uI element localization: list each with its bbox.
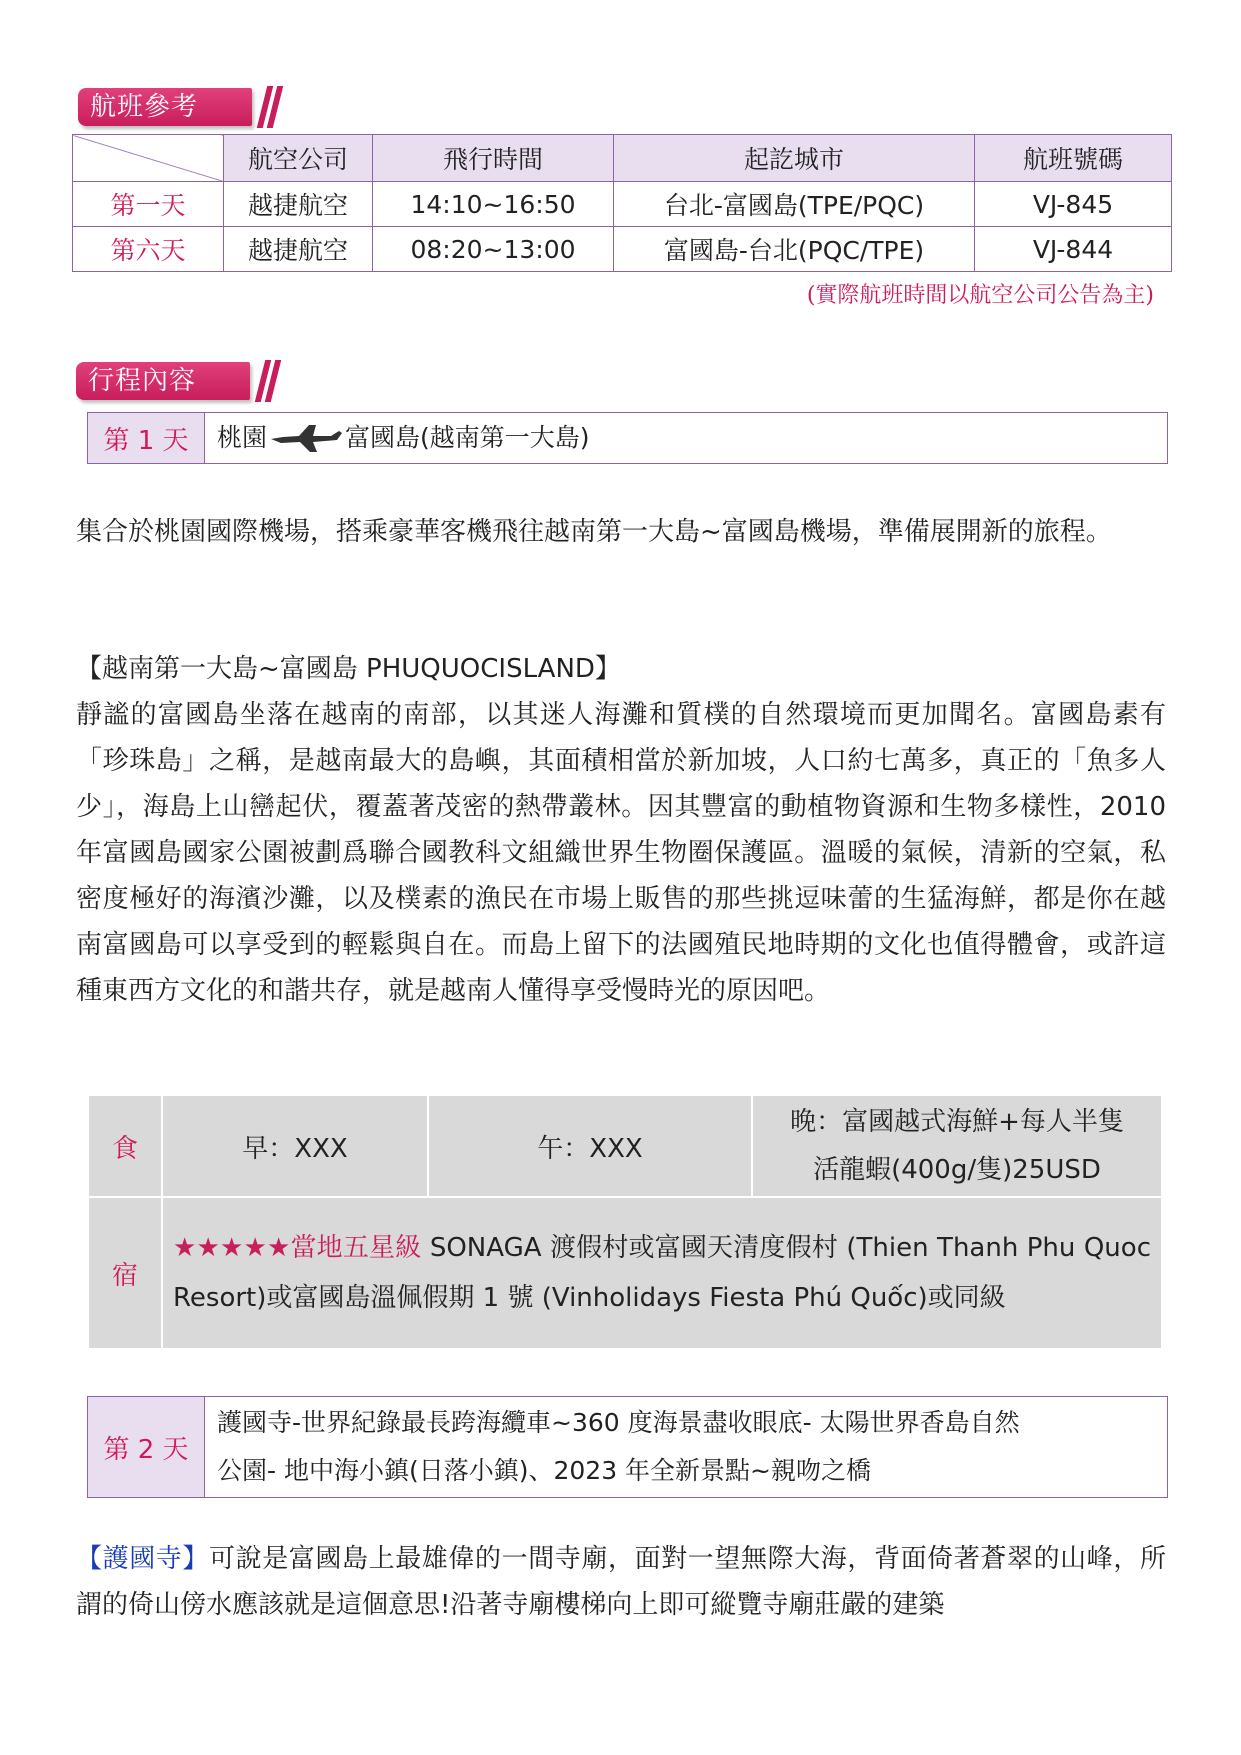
day1-to: 富國島(越南第一大島)	[345, 423, 590, 452]
hotel-label: 宿	[88, 1197, 162, 1349]
row-flight-no: VJ-844	[975, 227, 1172, 272]
row-time: 08:20~13:00	[373, 227, 614, 272]
table-row	[73, 182, 1172, 227]
row-time: 14:10~16:50	[373, 182, 614, 227]
meals-label: 食	[88, 1095, 162, 1197]
airplane-icon	[269, 421, 343, 455]
day2-route	[205, 1397, 1020, 1497]
day2-box	[87, 1396, 1168, 1498]
day2-label: 第 2 天	[88, 1397, 205, 1497]
hotel-stars: ★★★★★當地五星級	[173, 1233, 422, 1263]
hotel-text: SONAGA 渡假村或富國天清度假村 (Thien Thanh Phu Quoc Resort)或富國島溫佩假期 1 號 (Vinholidays Fiesta Phú Quốc)或同級	[173, 1233, 1151, 1313]
island-heading: 【越南第一大島~富國島 PHUQUOCISLAND】	[76, 654, 621, 684]
row-day: 第六天	[73, 227, 224, 272]
dinner-line1: 晚：富國越式海鮮+每人半隻	[790, 1107, 1124, 1137]
day1-label: 第 1 天	[88, 413, 205, 463]
row-airline: 越捷航空	[224, 227, 373, 272]
row-day: 第一天	[73, 182, 224, 227]
day1-intro: 集合於桃園國際機場，搭乘豪華客機飛往越南第一大島~富國島機場，準備展開新的旅程。	[76, 517, 1112, 547]
row-route: 富國島-台北(PQC/TPE)	[614, 227, 975, 272]
island-description: 靜謐的富國島坐落在越南的南部，以其迷人海灘和質樸的自然環境而更加聞名。富國島素有「珍珠島」之稱，是越南最大的島嶼，其面積相當於新加坡，人口約七萬多，真正的「魚多人少」，海島上山巒起伏，覆蓋著茂密的熱帶叢林。因其豐富的動植物資源和生物多樣性，2010 年富國島國家公園被劃爲聯合國教科文組織世界生物圈保護區。溫暖的氣候，清新的空氣，私密度極好的海濱沙灘，以及樸素的漁民在市場上販售的那些挑逗味蕾的生猛海鮮，都是你在越南富國島可以享受到的輕鬆與自在。而島上留下的法國殖民地時期的文化也值得體會，或許這種東西方文化的和諧共存，就是越南人懂得享受慢時光的原因吧。	[76, 700, 1166, 1006]
itinerary-section-title: 行程內容	[76, 362, 250, 400]
day2-line2: 公園- 地中海小鎮(日落小鎮)、2023 年全新景點~親吻之橋	[217, 1456, 871, 1485]
flight-table	[72, 134, 1172, 272]
row-route: 台北-富國島(TPE/PQC)	[614, 182, 975, 227]
day1-from: 桃園	[217, 423, 268, 452]
day1-route	[205, 413, 590, 463]
hotel-row	[88, 1197, 1162, 1349]
temple-heading: 【護國寺】	[76, 1544, 209, 1574]
temple-paragraph	[76, 1536, 1166, 1628]
dinner-line2: 活龍蝦(400g/隻)25USD	[813, 1155, 1101, 1185]
temple-text: 可說是富國島上最雄偉的一間寺廟，面對一望無際大海，背面倚著蒼翠的山峰，所謂的倚山傍水應該就是這個意思!沿著寺廟樓梯向上即可縱覽寺廟莊嚴的建築	[76, 1544, 1166, 1620]
flight-section-title: 航班參考	[78, 88, 252, 126]
day2-line1: 護國寺-世界紀錄最長跨海纜車~360 度海景盡收眼底- 太陽世界香島自然	[217, 1408, 1020, 1437]
lunch-cell: 午：XXX	[428, 1095, 752, 1197]
table-row	[73, 227, 1172, 272]
dinner-cell	[752, 1095, 1162, 1197]
breakfast-cell: 早：XXX	[162, 1095, 428, 1197]
meals-hotel-table	[87, 1094, 1163, 1350]
header-time: 飛行時間	[373, 135, 614, 182]
diagonal-corner-cell	[73, 135, 224, 182]
header-airline: 航空公司	[224, 135, 373, 182]
flight-note: (實際航班時間以航空公司公告為主)	[806, 283, 1154, 308]
flight-table-header	[73, 135, 1172, 182]
header-route: 起訖城市	[614, 135, 975, 182]
row-flight-no: VJ-845	[975, 182, 1172, 227]
meals-row	[88, 1095, 1162, 1197]
hotel-cell	[162, 1197, 1162, 1349]
row-airline: 越捷航空	[224, 182, 373, 227]
day1-box	[87, 412, 1168, 464]
header-flight-no: 航班號碼	[975, 135, 1172, 182]
